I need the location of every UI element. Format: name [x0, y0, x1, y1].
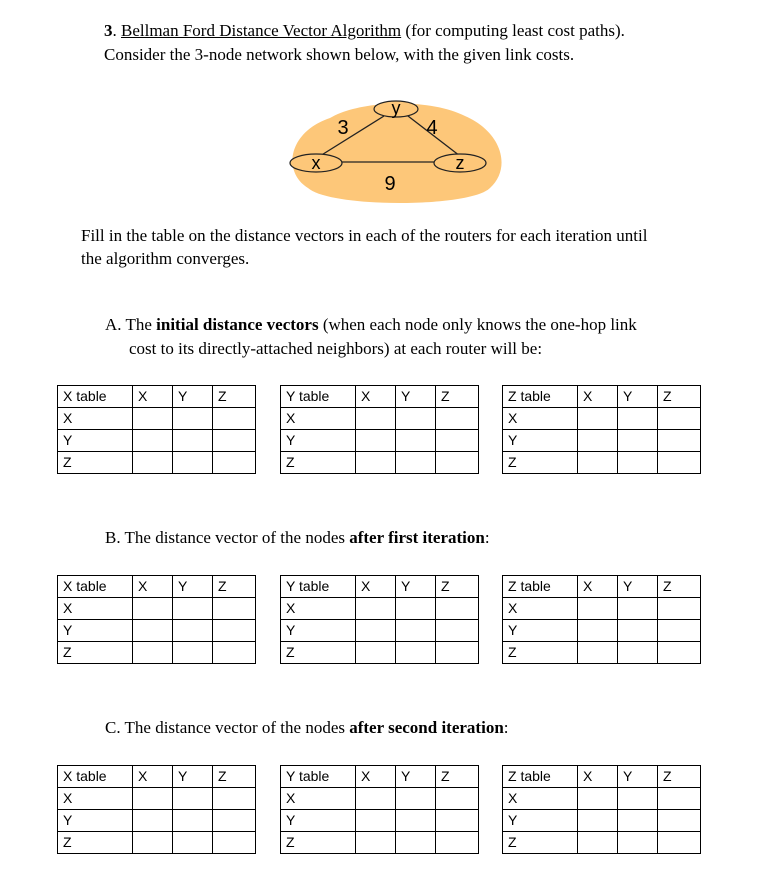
dv-cell[interactable]: [133, 642, 173, 664]
dv-cell[interactable]: [658, 810, 701, 832]
instructions-line-2: the algorithm converges.: [81, 249, 250, 268]
dv-cell[interactable]: [618, 810, 658, 832]
dv-cell[interactable]: [133, 832, 173, 854]
section-c-bold: after second iteration: [349, 718, 504, 737]
section-a-bold: initial distance vectors: [156, 315, 319, 334]
row-header: X: [58, 598, 133, 620]
dv-cell[interactable]: [436, 408, 479, 430]
row-header: Y: [503, 430, 578, 452]
router-x-label: x: [311, 153, 321, 173]
dv-cell[interactable]: [658, 788, 701, 810]
dv-cell[interactable]: [356, 832, 396, 854]
dv-cell[interactable]: [133, 452, 173, 474]
col-header: Z: [436, 386, 479, 408]
dv-cell[interactable]: [173, 598, 213, 620]
dv-cell[interactable]: [436, 620, 479, 642]
dv-cell[interactable]: [436, 832, 479, 854]
dv-cell[interactable]: [356, 810, 396, 832]
dv-cell[interactable]: [658, 598, 701, 620]
dv-cell[interactable]: [658, 452, 701, 474]
section-b-suffix: :: [484, 528, 490, 547]
dv-cell[interactable]: [173, 408, 213, 430]
row-header: X: [58, 408, 133, 430]
dv-cell[interactable]: [213, 452, 256, 474]
dv-cell[interactable]: [578, 832, 618, 854]
dv-cell[interactable]: [213, 408, 256, 430]
dv-cell[interactable]: [173, 810, 213, 832]
dv-cell[interactable]: [173, 642, 213, 664]
dv-cell[interactable]: [133, 810, 173, 832]
dv-cell[interactable]: [436, 430, 479, 452]
row-header: X: [58, 788, 133, 810]
col-header: Z: [658, 766, 701, 788]
dv-cell[interactable]: [658, 430, 701, 452]
section-a-suffix: (when each node only knows the one-hop link: [318, 315, 637, 334]
dv-cell[interactable]: [133, 620, 173, 642]
dv-cell[interactable]: [436, 642, 479, 664]
row-header: X: [503, 408, 578, 430]
col-header: Y: [396, 386, 436, 408]
dv-cell[interactable]: [356, 452, 396, 474]
row-header: Z: [503, 642, 578, 664]
dv-cell[interactable]: [396, 642, 436, 664]
dv-cell[interactable]: [356, 598, 396, 620]
row-header: Z: [281, 452, 356, 474]
row-header: X: [281, 598, 356, 620]
dv-cell[interactable]: [133, 788, 173, 810]
dv-cell[interactable]: [173, 788, 213, 810]
dv-cell[interactable]: [618, 598, 658, 620]
row-header: Z: [503, 832, 578, 854]
col-header: Y: [618, 386, 658, 408]
col-header: X: [133, 386, 173, 408]
question-line-1: 3. Bellman Ford Distance Vector Algorithm (for computing least cost paths).: [104, 21, 625, 40]
col-header: X: [356, 576, 396, 598]
dv-cell[interactable]: [396, 810, 436, 832]
section-a-heading: [105, 314, 637, 336]
table-title: Z table: [503, 386, 578, 408]
dv-cell[interactable]: [618, 408, 658, 430]
row-header: Z: [58, 452, 133, 474]
row-header: Y: [58, 620, 133, 642]
table-title: X table: [58, 386, 133, 408]
question-title-suffix: (for computing least cost paths).: [401, 21, 625, 40]
dv-cell[interactable]: [173, 430, 213, 452]
row-header: Z: [503, 452, 578, 474]
row-header: Z: [281, 832, 356, 854]
dv-cell[interactable]: [213, 620, 256, 642]
dv-cell[interactable]: [618, 832, 658, 854]
col-header: Y: [173, 766, 213, 788]
dv-cell[interactable]: [578, 810, 618, 832]
col-header: Y: [173, 386, 213, 408]
router-x: [290, 153, 342, 173]
col-header: Y: [396, 576, 436, 598]
col-header: X: [578, 766, 618, 788]
cost-y-z: 4: [426, 117, 438, 139]
table-c-y: [280, 765, 479, 854]
dv-cell[interactable]: [436, 810, 479, 832]
col-header: Z: [436, 576, 479, 598]
dv-cell[interactable]: [658, 832, 701, 854]
section-a-prefix: A. The: [105, 315, 157, 334]
section-b-heading: [105, 527, 490, 549]
dv-cell[interactable]: [618, 620, 658, 642]
dv-cell[interactable]: [578, 598, 618, 620]
table-title: Y table: [281, 766, 356, 788]
dv-cell[interactable]: [658, 620, 701, 642]
dv-cell[interactable]: [173, 832, 213, 854]
col-header: X: [356, 386, 396, 408]
dv-cell[interactable]: [618, 452, 658, 474]
dv-cell[interactable]: [396, 408, 436, 430]
row-header: Y: [281, 620, 356, 642]
col-header: X: [356, 766, 396, 788]
col-header: Z: [658, 386, 701, 408]
dv-cell[interactable]: [213, 430, 256, 452]
dv-cell[interactable]: [396, 788, 436, 810]
dv-cell[interactable]: [173, 452, 213, 474]
dv-cell[interactable]: [578, 408, 618, 430]
table-title: Z table: [503, 766, 578, 788]
section-c-suffix: :: [503, 718, 509, 737]
col-header: Y: [618, 576, 658, 598]
dv-cell[interactable]: [578, 788, 618, 810]
dv-cell[interactable]: [618, 642, 658, 664]
dv-cell[interactable]: [356, 430, 396, 452]
table-a-y: [280, 385, 479, 474]
dv-cell[interactable]: [396, 620, 436, 642]
section-c-prefix: C. The distance vector of the nodes: [105, 718, 350, 737]
table-a-z: [502, 385, 701, 474]
section-a-line-2: cost to its directly-attached neighbors) at each router will be:: [129, 339, 543, 358]
dv-cell[interactable]: [356, 620, 396, 642]
dv-cell[interactable]: [436, 452, 479, 474]
dv-cell[interactable]: [213, 832, 256, 854]
cost-x-z: 9: [384, 173, 396, 195]
dv-cell[interactable]: [173, 620, 213, 642]
table-title: Z table: [503, 576, 578, 598]
dv-cell[interactable]: [396, 598, 436, 620]
router-z-label: z: [455, 153, 465, 173]
dv-cell[interactable]: [658, 408, 701, 430]
row-header: Y: [503, 810, 578, 832]
dv-cell[interactable]: [578, 452, 618, 474]
col-header: X: [133, 576, 173, 598]
section-b-bold: after first iteration: [349, 528, 485, 547]
dv-cell[interactable]: [133, 598, 173, 620]
col-header: Z: [436, 766, 479, 788]
dv-cell[interactable]: [578, 430, 618, 452]
dv-cell[interactable]: [396, 430, 436, 452]
dv-cell[interactable]: [133, 430, 173, 452]
table-c-z: [502, 765, 701, 854]
dv-cell[interactable]: [436, 598, 479, 620]
dv-cell[interactable]: [658, 642, 701, 664]
row-header: X: [503, 598, 578, 620]
col-header: X: [578, 386, 618, 408]
col-header: Z: [658, 576, 701, 598]
col-header: X: [578, 576, 618, 598]
col-header: Y: [173, 576, 213, 598]
dv-cell[interactable]: [213, 788, 256, 810]
question-title: Bellman Ford Distance Vector Algorithm: [121, 21, 402, 40]
row-header: X: [503, 788, 578, 810]
instructions-line-1: Fill in the table on the distance vectors in each of the routers for each iteration until: [81, 226, 648, 245]
row-header: Y: [58, 810, 133, 832]
dv-cell[interactable]: [578, 620, 618, 642]
dv-cell[interactable]: [618, 430, 658, 452]
network-diagram: [280, 92, 510, 210]
row-header: Y: [281, 810, 356, 832]
question-number: 3: [104, 21, 113, 40]
col-header: Y: [618, 766, 658, 788]
row-header: X: [281, 408, 356, 430]
table-a-x: [57, 385, 256, 474]
row-header: Z: [58, 642, 133, 664]
dv-cell[interactable]: [356, 788, 396, 810]
dv-cell[interactable]: [436, 788, 479, 810]
col-header: Y: [396, 766, 436, 788]
table-title: X table: [58, 576, 133, 598]
dv-cell[interactable]: [133, 408, 173, 430]
router-y-label: y: [391, 98, 401, 118]
question-line-2: Consider the 3-node network shown below, with the given link costs.: [104, 45, 575, 64]
table-b-y: [280, 575, 479, 664]
col-header: Z: [213, 386, 256, 408]
section-b-prefix: B. The distance vector of the nodes: [105, 528, 350, 547]
dv-cell[interactable]: [213, 810, 256, 832]
dv-cell[interactable]: [396, 832, 436, 854]
col-header: Z: [213, 576, 256, 598]
section-c-heading: [105, 717, 509, 739]
table-title: Y table: [281, 386, 356, 408]
table-c-x: [57, 765, 256, 854]
dv-cell[interactable]: [396, 452, 436, 474]
table-title: X table: [58, 766, 133, 788]
table-title: Y table: [281, 576, 356, 598]
table-b-z: [502, 575, 701, 664]
row-header: X: [281, 788, 356, 810]
row-header: Y: [281, 430, 356, 452]
dv-cell[interactable]: [356, 642, 396, 664]
dv-cell[interactable]: [356, 408, 396, 430]
dv-cell[interactable]: [618, 788, 658, 810]
dv-cell[interactable]: [213, 598, 256, 620]
router-y: [374, 98, 418, 118]
col-header: X: [133, 766, 173, 788]
table-b-x: [57, 575, 256, 664]
dv-cell[interactable]: [213, 642, 256, 664]
cost-x-y: 3: [337, 117, 349, 139]
row-header: Y: [58, 430, 133, 452]
row-header: Z: [58, 832, 133, 854]
router-z: [434, 153, 486, 173]
col-header: Z: [213, 766, 256, 788]
row-header: Y: [503, 620, 578, 642]
dv-cell[interactable]: [578, 642, 618, 664]
row-header: Z: [281, 642, 356, 664]
